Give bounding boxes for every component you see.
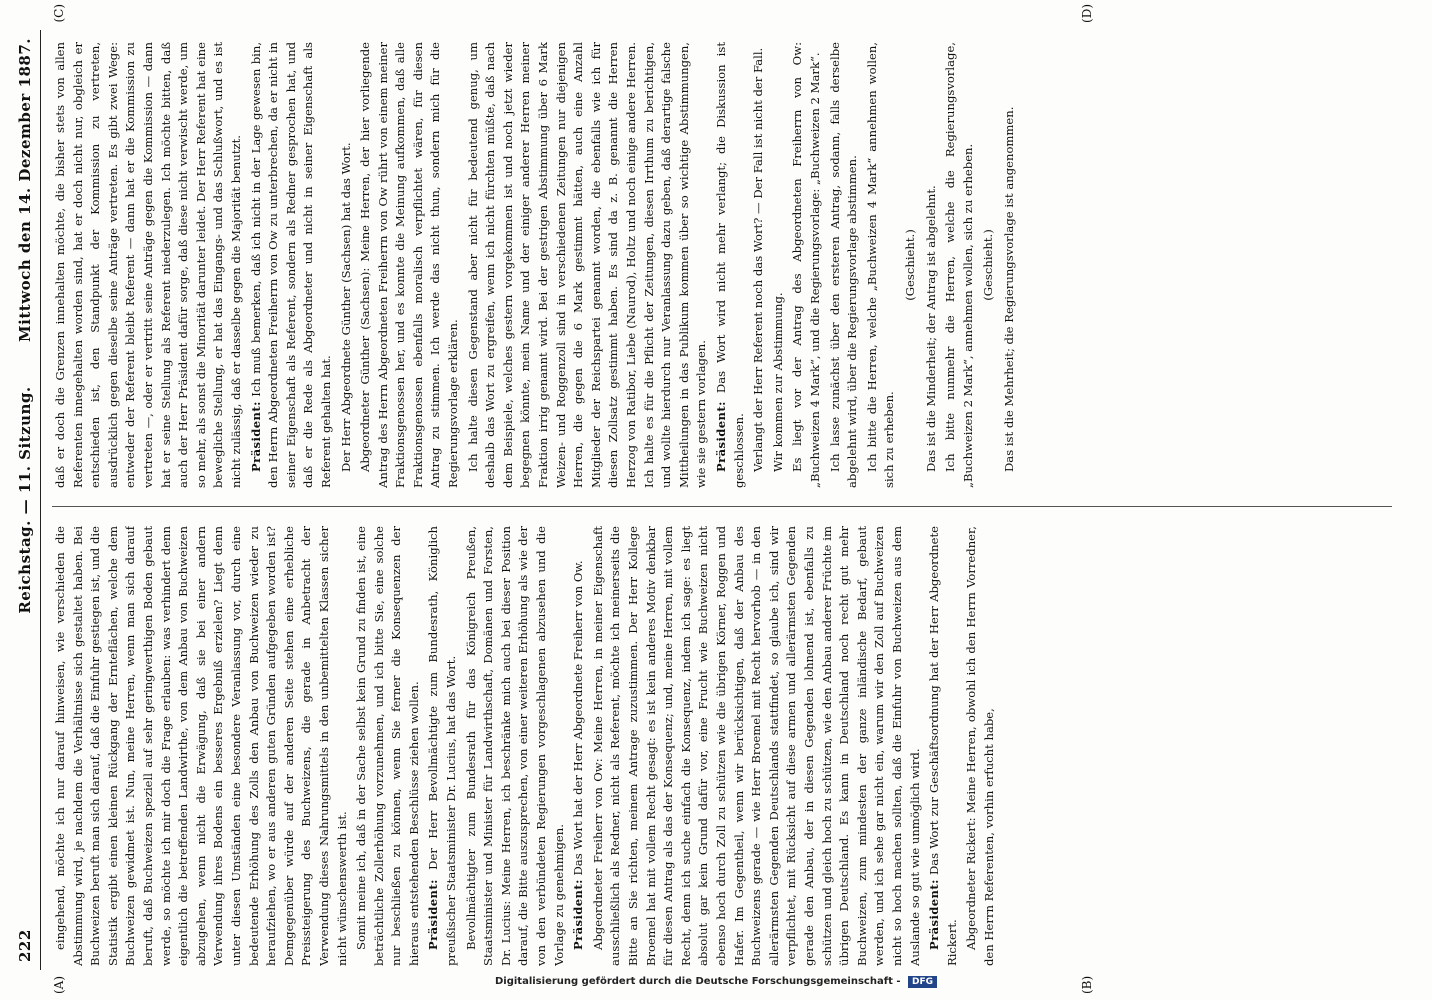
speaker-label: Präsident: xyxy=(713,401,728,472)
paragraph-text: daß er doch die Grenzen innehalten möchte, die bisher stets von allen Referenten innegehalten worden sind, hat er doch nicht nur, obgleich er entschieden ist, den Standpunkt der Kommission zu vertreten, ausdrücklich gegen dieselbe seine Anträge vertreten. Es gibt zwei Wege: entweder der Referent bleibt Referent — dann hat er die Kommission zu vertreten —, oder er vertritt seine Anträge gegen die Kommission — dann hat er seine Stellung als Referent niederzulegen. Ich möchte bitten, daß auch der Herr Präsident dafür sorge, daß diese nicht verwischt werde, um so mehr, als sonst die Minorität darunter leidet. Der Herr Referent hat eine bewegliche Stellung, er hat das Eingangs- und das Schlußwort, und es ist nicht zulässig, daß er dasselbe gegen die Majorität benutzt. xyxy=(53,42,243,488)
paragraph-text: Ich muß bemerken, daß ich nicht in der Lage gewesen bin, den Herrn Abgeordneten Freiherrn von Ow zu unterbrechen, da er nicht in seiner Eigenschaft als Referent, sondern als Redner gesprochen hat, und daß er die Rede als Abgeordneter und nicht in seiner Eigenschaft als Referent gehalten hat. xyxy=(248,42,333,488)
right_column-paragraph xyxy=(827,42,862,488)
speaker-label: Präsident: xyxy=(571,879,586,950)
right_column-paragraph xyxy=(52,42,246,488)
left_column-paragraph xyxy=(570,526,588,966)
margin-marker-c: (C) xyxy=(52,4,66,23)
paragraph-text: Abgeordneter Günther (Sachsen): Meine Herren, der hier vorliegende Antrag des Herrn Abgeordneten Freiherrn von Ow rührt von einem meiner Fraktionsgenossen her, und es konnte die Meinung aufkommen, daß alle Fraktionsgenossen ebenfalls moralisch verpflichtet wären, für diesen Antrag zu stimmen. Ich werde das nicht thun, sondern mich für die Regierungsvorlage erklären. xyxy=(358,42,461,488)
paragraph-text: Das Wort wird nicht mehr verlangt; die Diskussion ist geschlossen. xyxy=(713,42,746,488)
right_column-paragraph xyxy=(980,42,998,488)
speaker-label: Präsident: xyxy=(426,879,441,950)
paragraph-text: (Geschieht.) xyxy=(902,229,917,301)
right_column-paragraph xyxy=(864,42,899,488)
paragraph-text: Bevollmächtigter zum Bundesrath für das Königreich Preußen, Staatsminister und Minister für Landwirthschaft, Domänen und Forsten, Dr. Lucius: Meine Herren, ich beschränke mich auch bei dieser Position darauf, die Bitte auszusprechen, von einer weiteren Erhöhung als wie der von den verbündeten Regierungen vorgeschlagenen abzusehen und die Vorlage zu genehmigen. xyxy=(463,526,566,966)
margin-marker-d: (D) xyxy=(1080,4,1094,23)
paragraph-text: Somit meine ich, daß in der Sache selbst kein Grund zu finden ist, eine beträchtliche Zollerhöhung vorzunehmen, und ich bitte Sie, eine solche nur beschließen zu können, wenn Sie ferner die Konsequenzen der hieraus entstehenden Beschlüsse ziehen wollen. xyxy=(354,526,421,966)
page-number: 222 xyxy=(16,929,34,962)
column-divider xyxy=(52,506,1392,507)
left_column-paragraph xyxy=(590,526,924,966)
right_column-paragraph xyxy=(248,42,336,488)
page-header xyxy=(14,30,41,970)
paragraph-text: Das ist die Mehrheit; die Regierungsvorlage ist angenommen. xyxy=(1001,106,1016,472)
left_column-paragraph xyxy=(52,526,351,966)
right_column-paragraph xyxy=(923,42,941,488)
dfg-logo: DFG xyxy=(908,976,937,988)
header-title: Reichstag. — 11. Sitzung. xyxy=(16,386,34,614)
right_column-paragraph xyxy=(789,42,824,488)
right_column-paragraph xyxy=(902,42,920,488)
paragraph-text: Ich halte diesen Gegenstand aber nicht für bedeutend genug, um deshalb das Wort zu ergreifen, wenn ich nicht fürchten müßte, daß nach dem Beispiele, welches gestern vorgekommen ist und noch jetzt wieder begegnen könnte, mein Name und der einiger anderer Herren meiner Fraktion irrig genannt wird. Bei der gestrigen Abstimmung über 6 Mark Weizen- und Roggenzoll sind in verschiedenen Zeitungen nur diejenigen Herren, die gegen die 6 Mark gestimmt hätten, auch eine Anzahl Mitglieder der Reichspartei genannt worden, die ebenfalls wie ich für diesen Zollsatz gestimmt haben. Es sind da z. B. genannt die Herren Herzog von Ratibor, Liebe (Naurod), Holtz und noch einige andere Herren. Ich halte es für die Pflicht der Zeitungen, diesen Irrthum zu berichtigen, und wollte hierdurch nur Veranlassung dazu geben, daß derartige falsche Mittheilungen in das Publikum kommen über so wichtige Abstimmungen, wie sie gestern vorlagen. xyxy=(465,42,709,488)
left_column-paragraph xyxy=(963,526,998,966)
paragraph-text: Der Herr Bevollmächtigte zum Bundesrath, Königlich preußischer Staatsminister Dr. Lucius, hat das Wort. xyxy=(426,526,459,966)
right_column-paragraph xyxy=(713,42,748,488)
margin-marker-b: (B) xyxy=(1080,975,1094,994)
right_column-paragraph xyxy=(770,42,788,488)
paragraph-text: Das Wort hat der Herr Abgeordnete Freiherr von Ow. xyxy=(571,560,586,880)
paragraph-text: Abgeordneter Freiherr von Ow: Meine Herren, in meiner Eigenschaft ausschließlich als Redner, nicht als Referent, möchte ich meinerseits die Bitte an Sie richten, meinem Antrage zuzustimmen. Der Herr Kollege Broemel hat mit vollem Recht gesagt: es ist kein anderes Motiv denkbar für diesen Antrag als das der Konsequenz; und, meine Herren, mit vollem Recht, denn ich suche einfach die Konsequenz, indem ich sage: es liegt absolut gar kein Grund dafür vor, eine Frucht wie Buchweizen nicht ebenso hoch durch Zoll zu schützen wie die übrigen Körner, Roggen und Hafer. Im Gegentheil, wenn wir berücksichtigen, daß der Anbau des Buchweizens gerade — wie Herr Broemel mit Recht hervorhob — in den allerärmsten Gegenden Deutschlands stattfindet, so glaube ich, sind wir verpflichtet, mit Rücksicht auf diese armen und allerärmsten Gegenden gerade den Anbau, der in diesen Gegenden lohnend ist, ebenfalls zu schützen und gleich hoch zu schützen, wie den Anbau anderer Früchte im übrigen Deutschland. Es kann in Deutschland noch recht gut mehr Buchweizen, zum mindesten der ganze inländische Bedarf, gebaut werden, und ich sehe gar nicht ein, warum wir den Zoll auf Buchweizen nicht so hoch machen sollten, daß die Einfuhr von Buchweizen aus dem Auslande so gut wie unmöglich wird. xyxy=(590,526,922,966)
paragraph-text: eingehend, möchte ich nur darauf hinweisen, wie verschieden die Abstimmung wird, je nachdem die Verhältnisse sich gestaltet haben. Bei Buchweizen beruft man sich darauf, daß die Einfuhr gestiegen ist, und die Statistik ergibt einen kleinen Rückgang der Ernteflächen, welche dem Buchweizen gewidmet ist. Nun, meine Herren, wenn man sich darauf beruft, daß Buchweizen speziell auf sehr geringwerthigen Boden gebaut werde, so möchte ich mir doch die Frage erlauben: was verhindert denn eigentlich die betreffenden Landwirthe, von dem Anbau von Buchweizen abzugehen, wenn nicht die Erwägung, daß sie bei einer andern Verwendung ihres Bodens ein besseres Ergebniß erzielen? Liegt denn unter diesen Umständen eine besondere Veranlassung vor, durch eine bedeutende Erhöhung des Zolls den Anbau von Buchweizen wieder zu heraufziehen, wo er aus anderen guten Gründen aufgegeben worden ist? Demgegenüber würde auf der anderen Seite stehen eine erhebliche Preissteigerung des Buchweizens, die gerade in Anbetracht der Verwendung dieses Nahrungsmittels in den unbemittelten Klassen sicher nicht wünschenswerth ist. xyxy=(53,526,349,966)
right_column-paragraph xyxy=(1001,42,1019,488)
paragraph-text: Ich bitte die Herren, welche „Buchweizen 4 Mark“ annehmen wollen, sich zu erheben. xyxy=(864,42,897,488)
left-column xyxy=(52,526,1392,966)
right_column-paragraph xyxy=(750,42,768,488)
paragraph-text: Der Herr Abgeordnete Günther (Sachsen) hat das Wort. xyxy=(338,142,353,472)
right_column-paragraph xyxy=(357,42,463,488)
page-footer xyxy=(0,976,1432,994)
paragraph-text: Abgeordneter Rickert: Meine Herren, obwohl ich den Herrn Vorredner, den Herrn Referenten, vorhin erfucht habe, xyxy=(964,526,996,966)
right_column-paragraph xyxy=(338,42,356,488)
paragraph-text: Es liegt vor der Antrag des Abgeordneten Freiherrn von Ow: „Buchweizen 4 Mark“, und die Regierungsvorlage: „Buchweizen 2 Mark“. xyxy=(790,42,822,488)
footer-text: Digitalisierung gefördert durch die Deutsche Forschungsgemeinschaft - xyxy=(494,976,901,987)
paragraph-text: Wir kommen zur Abstimmung. xyxy=(770,292,785,472)
margin-marker-a: (A) xyxy=(52,975,66,994)
speaker-label: Präsident: xyxy=(927,879,942,950)
right-column xyxy=(52,42,1392,488)
speaker-label: Präsident: xyxy=(248,401,263,472)
paragraph-text: Das ist die Minderheit; der Antrag ist abgelehnt. xyxy=(923,185,938,472)
left_column-paragraph xyxy=(926,526,961,966)
header-date: Mittwoch den 14. Dezember 1887. xyxy=(16,38,34,342)
paragraph-text: Ich lasse zunächst über den ersteren Antrag, sodann, falls derselbe abgelehnt wird, über die Regierungsvorlage abstimmen. xyxy=(827,42,860,488)
paragraph-text: (Geschieht.) xyxy=(981,229,996,301)
left_column-paragraph xyxy=(353,526,423,966)
right_column-paragraph xyxy=(465,42,711,488)
paragraph-text: Verlangt der Herr Referent noch das Wort? — Der Fall ist nicht der Fall. xyxy=(751,47,766,472)
left_column-paragraph xyxy=(425,526,460,966)
paragraph-text: Das Wort zur Geschäftsordnung hat der Herr Abgeordnete Rickert. xyxy=(927,526,959,966)
right_column-paragraph xyxy=(942,42,977,488)
paragraph-text: Ich bitte nunmehr die Herren, welche die Regierungsvorlage, „Buchweizen 2 Mark“, annehmen wollen, sich zu erheben. xyxy=(943,42,975,488)
left_column-paragraph xyxy=(463,526,569,966)
